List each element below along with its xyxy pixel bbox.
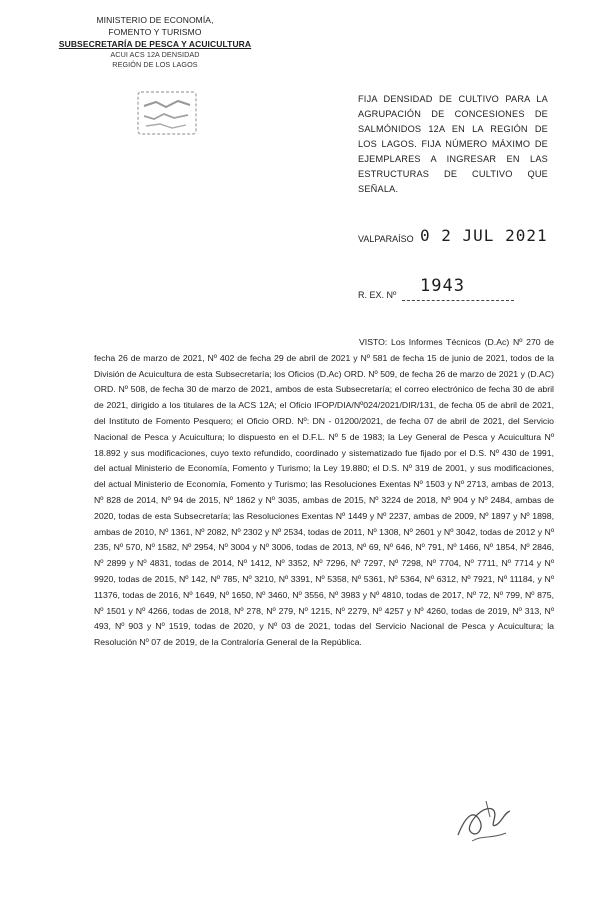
resolution-subject: FIJA DENSIDAD DE CULTIVO PARA LA AGRUPACIÓN DE CONCESIONES DE SALMÓNIDOS 12A EN LA REGIÓN DE LOS LAGOS. FIJA NÚMERO MÁXIMO DE EJEMPLARES A INGRESAR EN LAS ESTRUCTURAS DE CULTIVO QUE SEÑALA.: [358, 94, 548, 194]
received-stamp-icon: [136, 88, 198, 138]
subsecretaria-line: SUBSECRETARÍA DE PESCA Y ACUICULTURA: [58, 39, 252, 49]
visto-paragraph: VISTO: Los Informes Técnicos (D.Ac) Nº 270 de fecha 26 de marzo de 2021, Nº 402 de fecha 29 de abril de 2021 y Nº 581 de fecha 15 de junio de 2021, todos de la División de Acuicultura de esta Subsecretaría; los Oficios (D.Ac) ORD. Nº 509, de fecha 26 de marzo de 2021 y (D.AC) ORD. Nº 508, de fecha 30 de marzo de 2021, ambos de esta Subsecretaría; el correo electrónico de fecha 30 de abril de 2021, dirigido a los titulares de la ACS 12A; el Oficio IFOP/DIA/Nº024/2021/DIR/131, de fecha 05 de abril de 2021, del Instituto de Fomento Pesquero; el Oficio ORD. Nº: DN - 01200/2021, de fecha 07 de abril de 2021, del Servicio Nacional de Pesca y Acuicultura; lo dispuesto en el D.F.L. Nº 5 de 1983; la Ley General de Pesca y Acuicultura Nº 18.892 y sus modificaciones, cuyo texto refundido, coordinado y sistematizado fue fijado por el D.S. Nº 430 de 1991, del actual Ministerio de Economía, Fomento y Turismo; la Ley 19.880; el D.S. Nº 319 de 2001, y sus modificaciones, del actual Ministerio de Economía, Fomento y Turismo; las Resoluciones Exentas Nº 1503 y Nº 2713, ambas de 2013, Nº 828 de 2014, Nº 94 de 2015, Nº 1862 y Nº 3035, ambas de 2015, Nº 3224 de 2018, Nº 904 y Nº 2484, ambas de 2020, todas de esta Subsecretaría; las Resoluciones Exentas Nº 1449 y Nº 2237, ambas de 2009, Nº 1897 y Nº 1898, ambas de 2010, Nº 1361, Nº 2082, Nº 2302 y Nº 2534, todas de 2011, Nº 1308, Nº 2601 y Nº 3042, todas de 2012 y Nº 235, Nº 570, Nº 1582, Nº 2954, Nº 3004 y Nº 3006, todas de 2013, Nº 69, Nº 646, Nº 791, Nº 1466, Nº 1854, Nº 2846, Nº 2899 y Nº 4831, todas de 2014, Nº 1412, Nº 3352, Nº 7296, Nº 7297, Nº 7298, Nº 7704, Nº 7711, Nº 7714 y Nº 9920, todas de 2015, Nº 142, Nº 785, Nº 3210, Nº 3391, Nº 5358, Nº 5361, Nº 5364, Nº 6312, Nº 7921, Nº 11184, y Nº 11376, todas de 2016, Nº 1649, Nº 1650, Nº 3460, Nº 3556, Nº 3983 y Nº 4810, todas de 2017, Nº 72, Nº 799, Nº 875, Nº 1501 y Nº 4266, todas de 2018, Nº 278, Nº 279, Nº 1215, Nº 2279, Nº 4257 y Nº 4260, todas de 2019, Nº 313, Nº 493, Nº 903 y Nº 1519, todas de 2020, y Nº 03 de 2021, todas del Servicio Nacional de Pesca y Acuicultura; la Resolución Nº 07 de 2019, de la Contraloría General de la República.: [94, 337, 554, 648]
resolution-number: [358, 276, 558, 302]
place-and-date: [358, 226, 558, 250]
visto-section: [94, 335, 554, 651]
reference-line-1: ACUI ACS 12A DENSIDAD: [110, 50, 200, 59]
ministry-line-1: MINISTERIO DE ECONOMÍA,: [96, 15, 214, 25]
place: VALPARAÍSO: [358, 234, 414, 244]
ministry-line-2: FOMENTO Y TURISMO: [108, 27, 202, 37]
resolution-label: R. EX. Nº: [358, 290, 397, 300]
date: 0 2 JUL 2021: [420, 226, 548, 245]
letterhead: [40, 14, 270, 70]
reference-line-2: REGIÓN DE LOS LAGOS: [112, 60, 198, 69]
resolution-number-value: 1943: [420, 276, 465, 296]
number-underline: [402, 300, 514, 301]
signature-initials-icon: [452, 795, 514, 847]
